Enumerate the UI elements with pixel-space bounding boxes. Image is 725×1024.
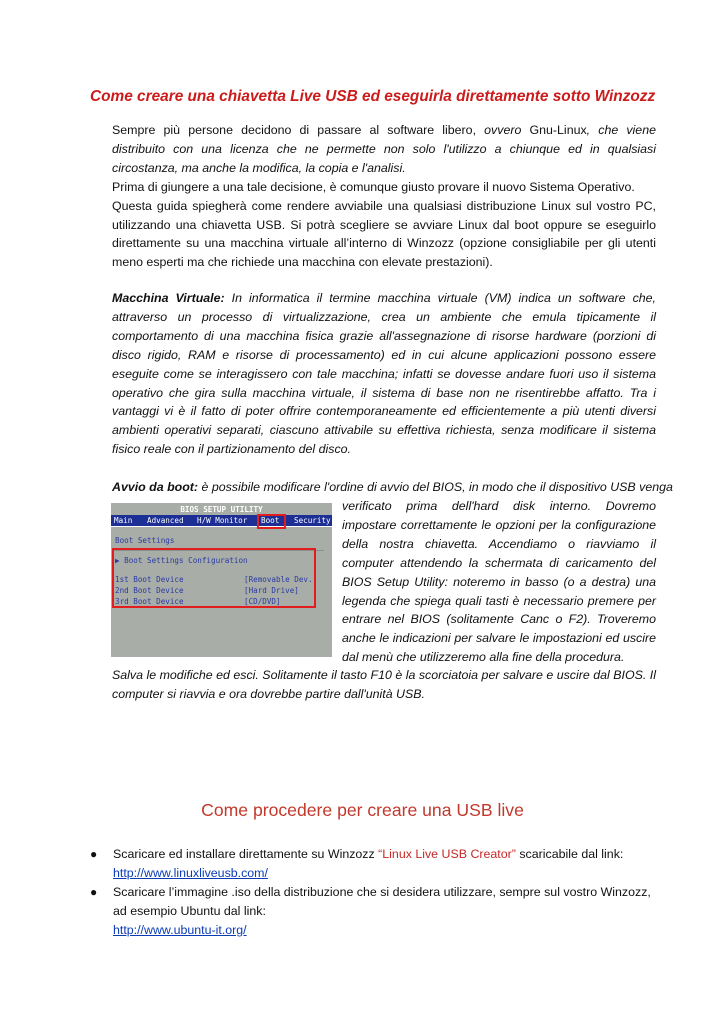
steps-list <box>90 845 660 940</box>
list-item: ● Scaricare l’immagine .iso della distribuzione che si desidera utilizzare, sempre sul vostro Winzozz, ad esempio Ubuntu dal link: http://www.ubuntu-it.org/ <box>90 884 651 937</box>
boot-label: Avvio da boot: <box>112 480 199 494</box>
bullet-icon: ● <box>90 847 98 861</box>
bios-menu-advanced: Advanced <box>147 516 184 525</box>
bios-device-3-name: 3rd Boot Device <box>115 597 184 606</box>
boot-paragraph-after-image: Salva le modifiche ed esci. Solitamente il tasto F10 è la scorciatoia per salvare e uscire dal BIOS. Il computer si riavvia e ora dovrebbe partire dall'unità USB. <box>112 668 656 701</box>
list-item: ● Scaricare ed installare direttamente su Winzozz “Linux Live USB Creator” scaricabile dal link: http://www.linuxliveusb.com/ <box>90 847 624 880</box>
bios-boot-order-highlight <box>112 548 316 608</box>
linuxliveusb-link[interactable]: http://www.linuxliveusb.com/ <box>113 865 268 880</box>
bios-config-item: ▶ Boot Settings Configuration <box>115 556 248 565</box>
boot-paragraph-beside-image: verificato prima dell'hard disk interno. Dovremo impostare correttamente le opzioni per la configurazione della nostra chiavetta. Accendiamo o riavviamo il computer attendendo la schermata di caricamento del BIOS Setup Utility: noteremo in basso (o a destra) una legenda che spiega quali tasti è necessario premere per entrare nel BIOS (solitamente Canc o F2). Troveremo anche le indicazioni per salvare le impostazioni ed uscire dal menù che utilizzeremo alla fine della procedura. <box>342 499 656 665</box>
bios-menu-main: Main <box>114 516 133 525</box>
bios-boot-tab-highlight <box>257 514 286 529</box>
bios-section-title: Boot Settings <box>115 536 175 545</box>
bios-screenshot <box>111 503 332 657</box>
vm-label: Macchina Virtuale: <box>112 291 225 305</box>
bios-device-2-name: 2nd Boot Device <box>115 586 184 595</box>
ubuntu-link[interactable]: http://www.ubuntu-it.org/ <box>113 922 247 937</box>
virtual-machine-paragraph <box>112 289 656 459</box>
bios-menu-security: Security <box>294 516 331 525</box>
bios-menu-bar <box>111 515 332 526</box>
intro-paragraph-2: Prima di giungere a una tale decisione, è comunque giusto provare il nuovo Sistema Operativo. <box>112 179 635 194</box>
bios-menu-hw-monitor: H/W Monitor <box>197 516 248 525</box>
intro-paragraph-3: Questa guida spiegherà come rendere avviabile una qualsiasi distribuzione Linux sul vostro PC, utilizzando una chiavetta USB. Si potrà scegliere se avviare Linux dal boot oppure se eseguirlo direttamente su una macchina virtuale all’interno di Winzozz (opzione consigliabile per gli utenti meno esperti ma che richiede una macchina con elevate prestazioni). <box>112 198 656 270</box>
bios-title: BIOS SETUP UTILITY <box>180 505 263 514</box>
bios-device-3-value: [CD/DVD] <box>244 597 281 606</box>
intro-section <box>112 121 656 272</box>
bios-menu-boot: Boot <box>261 516 280 525</box>
bios-device-2-value: [Hard Drive] <box>244 586 299 595</box>
software-name: “Linux Live USB Creator” <box>378 847 516 861</box>
section-heading: Come procedere per creare una USB live <box>201 800 524 820</box>
vm-text: In informatica il termine macchina virtuale (VM) indica un software che, attraverso un processo di virtualizzazione, crea un ambiente che emula tipicamente il comportamento di una macchina fisica grazie all'assegnazione di risorse hardware (porzioni di disco rigido, RAM e risorse di processamento) ed in cui alcune applicazioni possono essere eseguite come se interagissero con tale macchina; infatti se dovesse andare fuori uso il sistema operativo che gira sulla macchina virtuale, il sistema di base non ne risentirebbe affatto. Tra i vantaggi vi è il fatto di poter offrire contemporaneamente ed efficientemente a più utenti diversi ambienti operativi separati, ciascuno attivabile su effettiva richiesta, senza modificare il sistema fisico reale con il partizionamento del disco. <box>112 291 656 457</box>
bios-separator <box>111 526 332 527</box>
bullet-icon: ● <box>90 884 98 899</box>
intro-paragraph-1: Sempre più persone decidono di passare al software libero, ovvero Gnu-Linux, che viene distribuito con una licenza che ne permette non solo l'utilizzo a chiunque ed in qualsiasi circostanza, ma anche la modifica, la copia e l'analisi. <box>112 123 656 175</box>
boot-paragraph-first-line: Avvio da boot: è possibile modificare l'ordine di avvio del BIOS, in modo che il dispositivo USB venga <box>112 480 673 494</box>
bios-device-1-name: 1st Boot Device <box>115 575 184 584</box>
document-title: Come creare una chiavetta Live USB ed eseguirla direttamente sotto Winzozz <box>90 88 656 105</box>
bios-device-1-value: [Removable Dev.] <box>244 575 318 584</box>
